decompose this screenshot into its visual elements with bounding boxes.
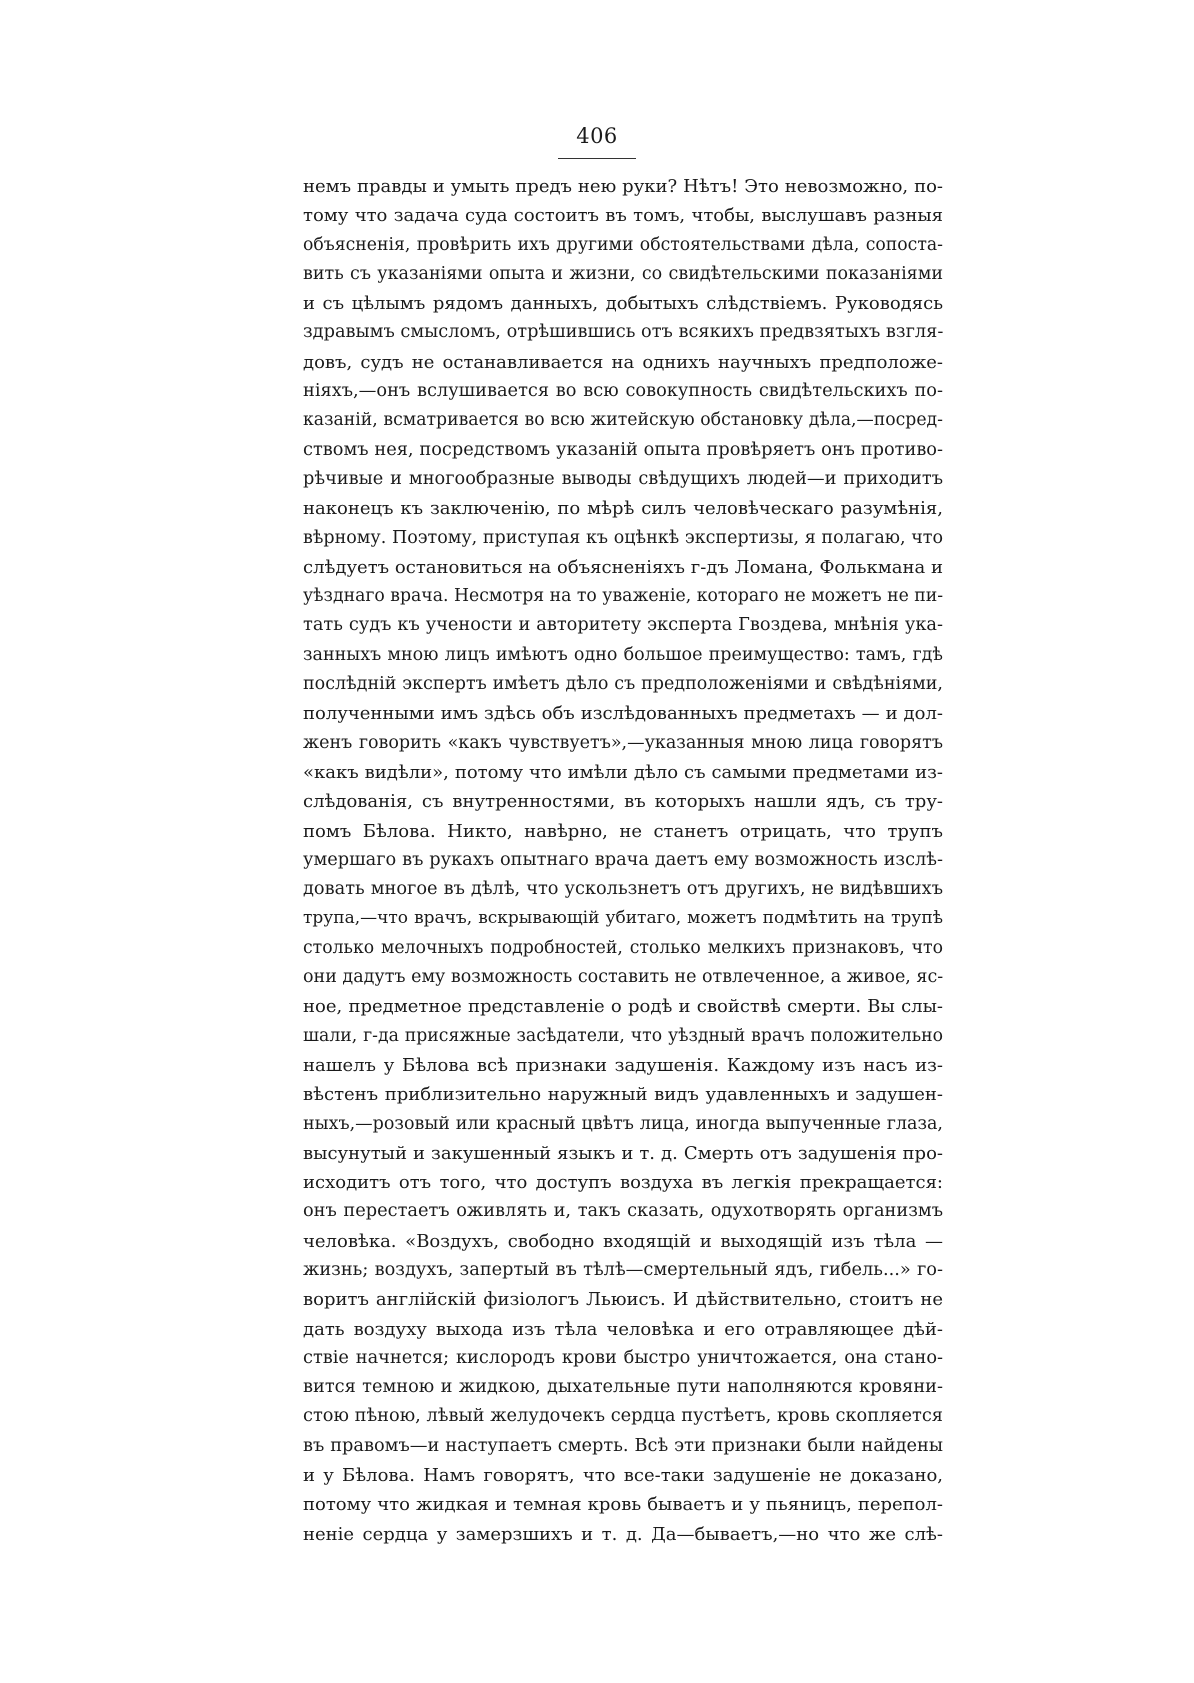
header-rule <box>558 158 636 159</box>
text-line: въ правомъ—и наступаетъ смерть. Всѣ эти признаки были найдены <box>303 1435 943 1456</box>
text-line: здравымъ смысломъ, отрѣшившись отъ всякихъ предвзятыхъ взгля- <box>303 322 943 343</box>
text-line: онъ перестаетъ оживлять и, такъ сказать, одухотворять организмъ <box>303 1201 943 1222</box>
text-line: ныхъ,—розовый или красный цвѣтъ лица, иногда выпученные глаза, <box>303 1113 943 1134</box>
text-line: тать судъ къ учености и авторитету эксперта Гвоздева, мнѣнія ука- <box>303 615 943 636</box>
text-line: вится темною и жидкою, дыхательные пути наполняются кровяни- <box>303 1377 943 1398</box>
text-line: неніе сердца у замерзшихъ и т. д. Да—бываетъ,—но что же слѣ- <box>303 1523 943 1545</box>
text-line: вѣстенъ приблизительно наружный видъ удавленныхъ и задушен- <box>303 1084 943 1106</box>
text-line: ствомъ нея, посредствомъ указаній опыта провѣряетъ онъ противо- <box>303 439 943 460</box>
text-line: человѣка. «Воздухъ, свободно входящій и выходящій изъ тѣла — <box>303 1230 943 1252</box>
text-line: дать воздуху выхода изъ тѣла человѣка и его отравляющее дѣй- <box>303 1318 943 1340</box>
text-line: занныхъ мною лицъ имѣютъ одно большое преимущество: тамъ, гдѣ <box>303 644 943 665</box>
text-line: исходитъ отъ того, что доступъ воздуха въ легкія прекращается: <box>303 1172 943 1194</box>
text-line: тому что задача суда состоитъ въ томъ, чтобы, выслушавъ разныя <box>303 205 943 227</box>
text-line: вить съ указаніями опыта и жизни, со свидѣтельскими показаніями <box>303 263 943 284</box>
text-line: слѣдованія, съ внутренностями, въ которыхъ нашли ядъ, съ тру- <box>303 791 943 813</box>
text-line: казаній, всматривается во всю житейскую обстановку дѣла,—посред- <box>303 410 943 431</box>
text-line: стою пѣною, лѣвый желудочекъ сердца пустѣетъ, кровь скопляется <box>303 1406 943 1427</box>
text-line: и у Бѣлова. Намъ говорятъ, что все-таки задушеніе не доказано, <box>303 1465 943 1487</box>
text-line: объясненія, провѣрить ихъ другими обстоятельствами дѣла, сопоста- <box>303 234 943 255</box>
text-line: воритъ англійскій физіологъ Льюисъ. И дѣйствительно, стоитъ не <box>303 1289 943 1311</box>
text-line: ніяхъ,—онъ вслушивается во всю совокупность свидѣтельскихъ по- <box>303 381 943 402</box>
text-line: «какъ видѣли», потому что имѣли дѣло съ самыми предметами из- <box>303 761 943 783</box>
text-line: довъ, судъ не останавливается на однихъ научныхъ предположе- <box>303 351 943 373</box>
text-line: ное, предметное представленіе о родѣ и свойствѣ смерти. Вы слы- <box>303 996 943 1018</box>
text-line: уѣзднаго врача. Несмотря на то уваженіе, котораго не можетъ не пи- <box>303 586 943 607</box>
text-line: они дадутъ ему возможность составить не отвлеченное, а живое, яс- <box>303 967 943 988</box>
text-line: рѣчивые и многообразные выводы свѣдущихъ людей—и приходитъ <box>303 468 943 489</box>
text-line: вѣрному. Поэтому, приступая къ оцѣнкѣ экспертизы, я полагаю, что <box>303 527 943 548</box>
text-line: ствіе начнется; кислородъ крови быстро уничтожается, она стано- <box>303 1347 943 1368</box>
text-line: помъ Бѣлова. Никто, навѣрно, не станетъ отрицать, что трупъ <box>303 820 943 842</box>
text-line: довать многое въ дѣлѣ, что ускользнетъ отъ другихъ, не видѣвшихъ <box>303 879 943 900</box>
text-line: жизнь; воздухъ, запертый въ тѣлѣ—смертельный ядъ, гибель...» го- <box>303 1259 943 1280</box>
text-line: немъ правды и умыть предъ нею руки? Нѣтъ! Это невозможно, по- <box>303 176 943 197</box>
text-line: потому что жидкая и темная кровь бываетъ и у пьяницъ, перепол- <box>303 1494 943 1516</box>
text-line: нашелъ у Бѣлова всѣ признаки задушенія. Каждому изъ насъ из- <box>303 1054 943 1076</box>
text-line: столько мелочныхъ подробностей, столько мелкихъ признаковъ, что <box>303 937 943 958</box>
text-line: шали, г-да присяжные засѣдатели, что уѣздный врачъ положительно <box>303 1025 943 1046</box>
text-line: высунутый и закушенный языкъ и т. д. Смерть отъ задушенія про- <box>303 1142 943 1164</box>
text-line: наконецъ къ заключенію, по мѣрѣ силъ человѣческаго разумѣнія, <box>303 498 943 520</box>
text-line: послѣдній экспертъ имѣетъ дѣло съ предположеніями и свѣдѣніями, <box>303 674 943 695</box>
text-line: слѣдуетъ остановиться на объясненіяхъ г-дъ Ломана, Фолькмана и <box>303 556 943 578</box>
text-line: полученными имъ здѣсь объ изслѣдованныхъ предметахъ — и дол- <box>303 703 943 725</box>
body-text <box>303 172 943 1549</box>
text-line: умершаго въ рукахъ опытнаго врача даетъ ему возможность изслѣ- <box>303 849 943 870</box>
text-line: и съ цѣлымъ рядомъ данныхъ, добытыхъ слѣдствіемъ. Руководясь <box>303 293 943 315</box>
page-number: 406 <box>576 124 618 148</box>
text-line: женъ говорить «какъ чувствуетъ»,—указанныя мною лица говорятъ <box>303 732 943 753</box>
text-line: трупа,—что врачъ, вскрывающій убитаго, можетъ подмѣтить на трупѣ <box>303 908 943 929</box>
